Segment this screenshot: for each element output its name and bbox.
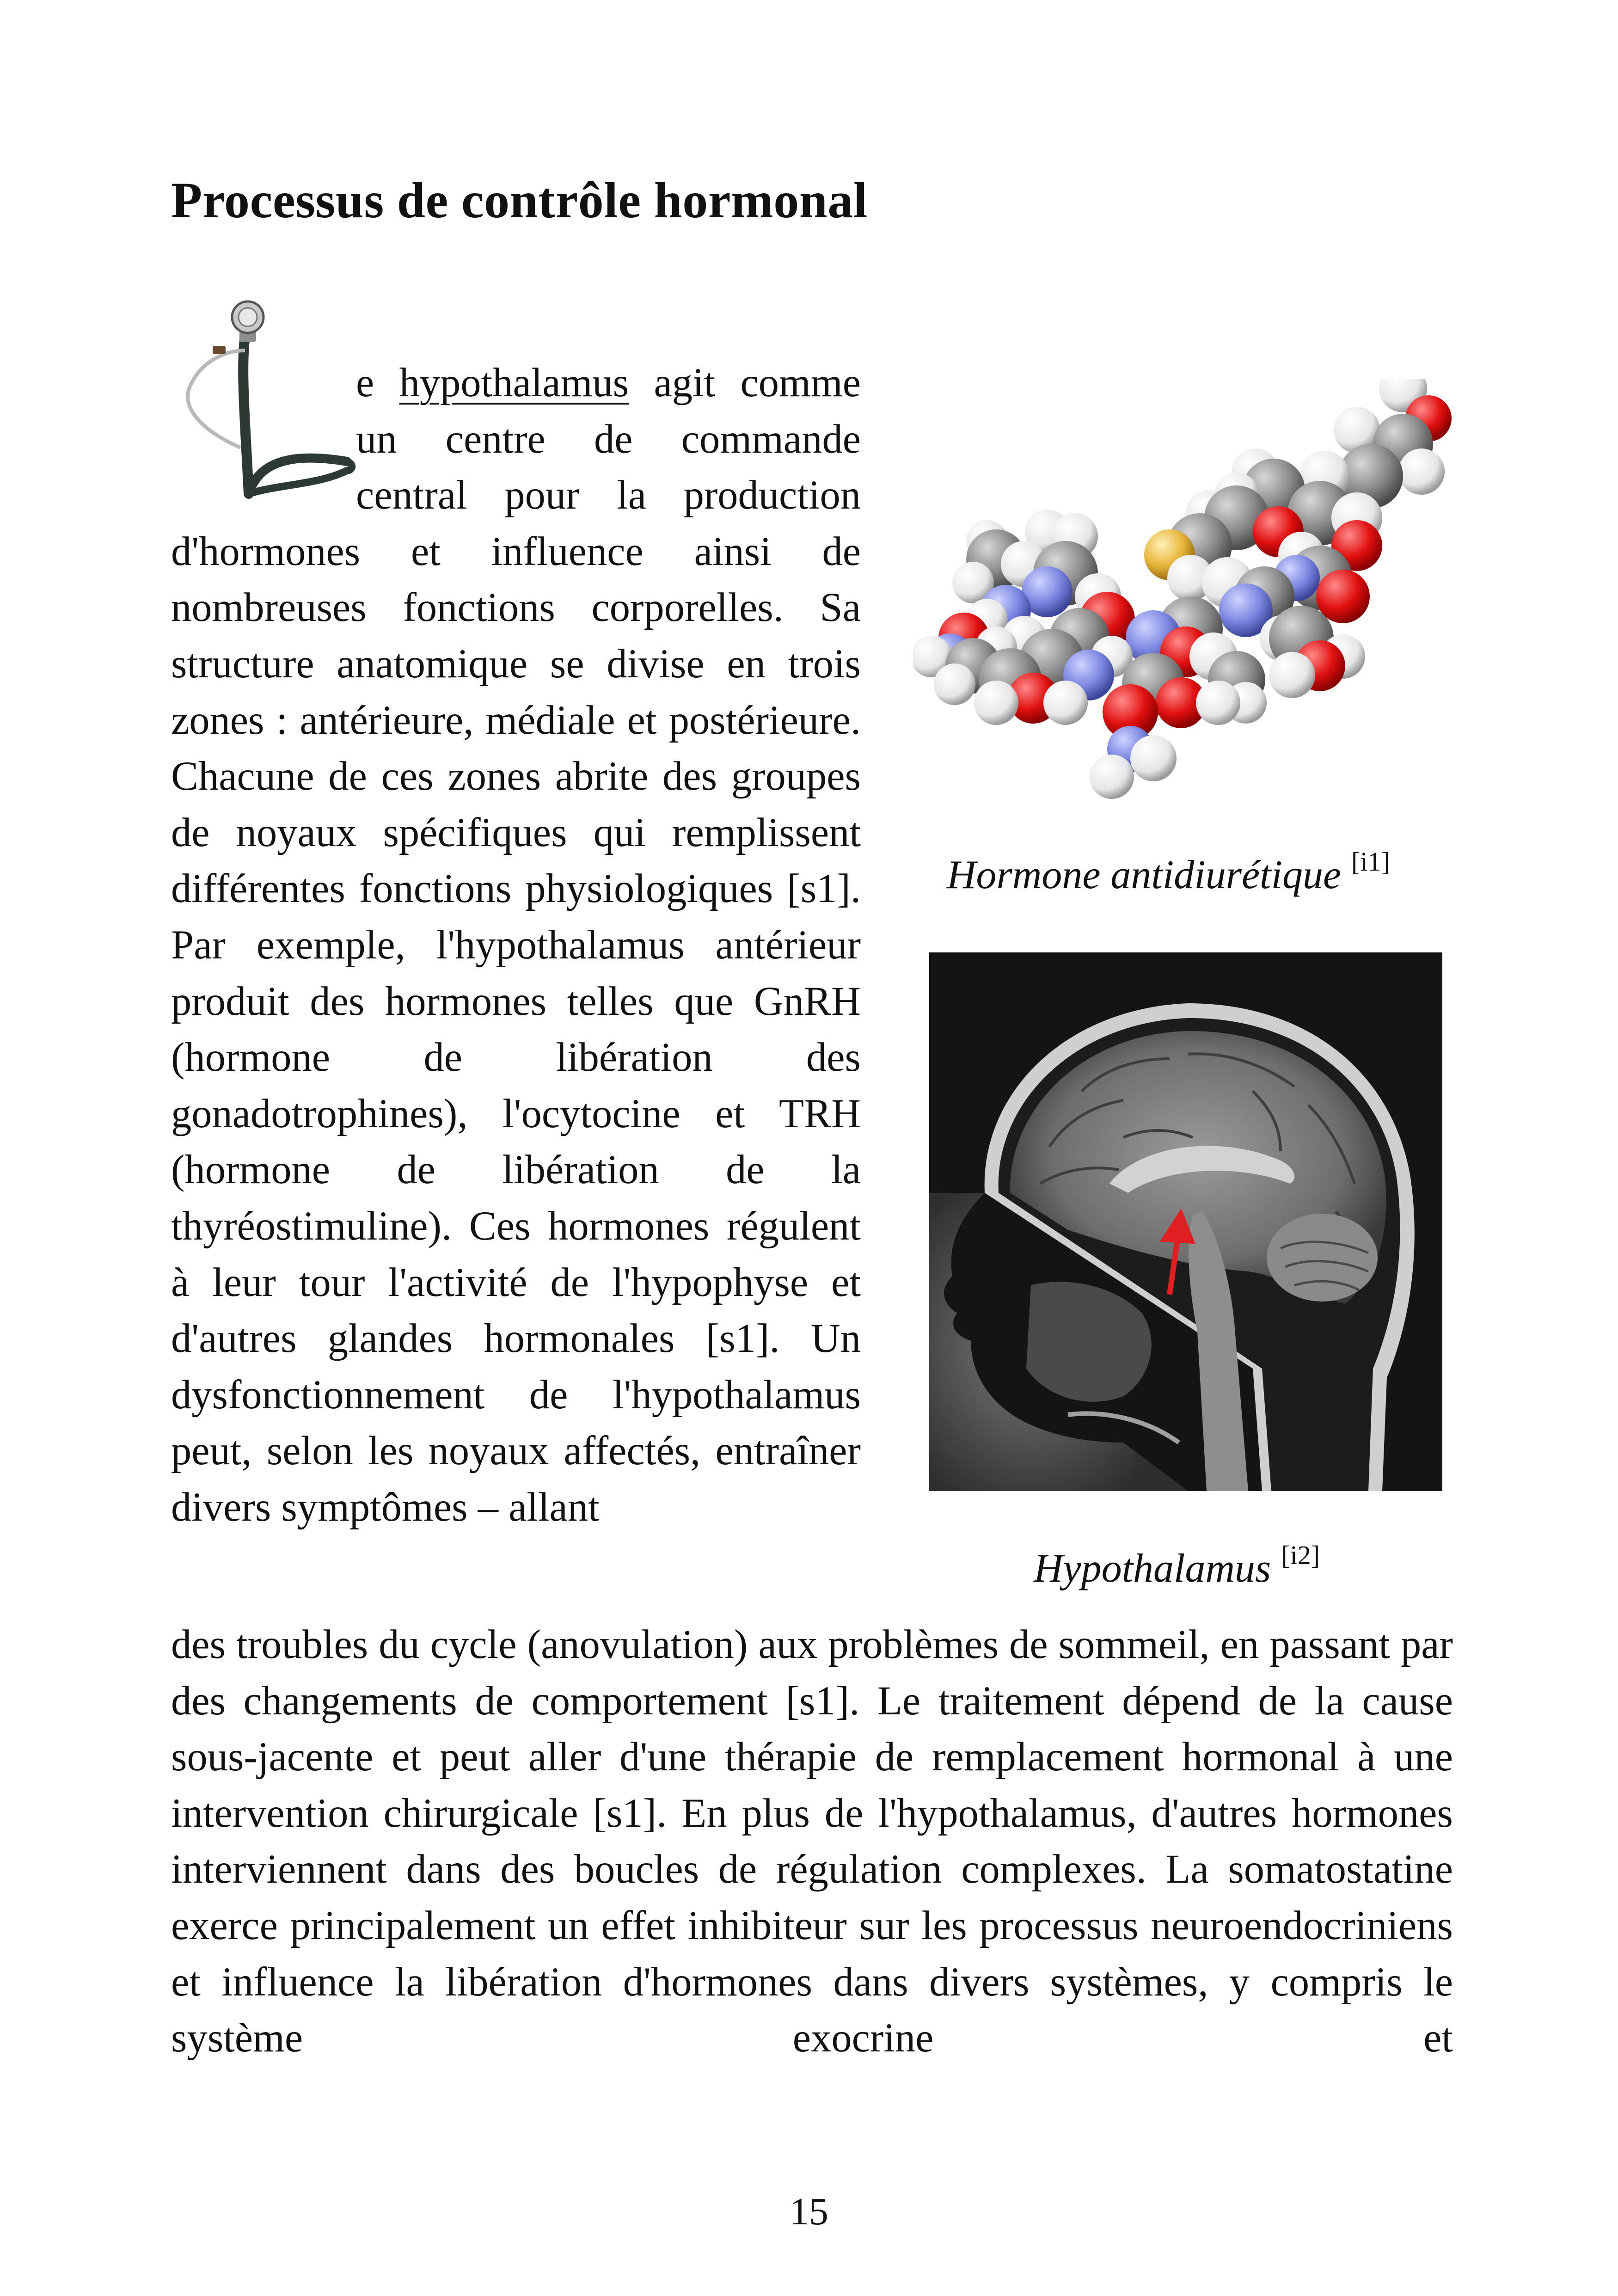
hypothalamus-link[interactable]: hypothalamus [399,360,629,405]
atom-h [1130,735,1177,781]
atom-h [1090,755,1134,799]
molecule-caption [947,846,1390,898]
atom-h [1196,681,1240,725]
mri-caption [1034,1540,1320,1592]
atom-h [1269,652,1315,698]
dropcap-lead-text: e [356,360,399,405]
atom-h [1043,681,1088,725]
mri-image [929,952,1442,1491]
atom-h [974,681,1018,725]
page-number: 15 [790,2190,828,2233]
mri-ref[interactable]: [i2] [1281,1540,1320,1570]
molecule-ref[interactable]: [i1] [1351,847,1390,877]
continuation-paragraph: des troubles du cycle (anovulation) aux problèmes de sommeil, en passant par des changements de comportement [s1]. Le traitement dépend de la cause sous-jacente et peut aller d'une thérapie de remplacement hormonal à une intervention chirurgicale [s1]. En plus de l'hypothalamus, d'autres hormones interviennent dans des boucles de régulation complexes. La somatostatine exerce principalement un effet inhibiteur sur les processus neuroendocriniens et influence la libération d'hormones dans divers systèmes, y compris le système exocrine et [171,1622,1453,2061]
body-text-column [171,355,861,1535]
intro-paragraph-text: agit comme un centre de commande central pour la production d'hormones et influence ainsi de nombreuses fonctions corporelles. Sa structure anatomique se divise en trois zones : antérieure, médiale et postérieure. Chacune de ces zones abrite des groupes de noyaux spécifiques qui remplissent différentes fonctions physiologiques [s1]. Par exemple, l'hypothalamus antérieur produit des hormones telles que GnRH (hormone de libération des gonadotrophines), l'ocytocine et TRH (hormone de libération de la thyréostimuline). Ces hormones régulent à leur tour l'activité de l'hypophyse et d'autres glandes hormonales [s1]. Un dysfonctionnement de l'hypothalamus peut, selon les noyaux affectés, entraîner divers symptômes – allant [171,360,861,1530]
page-title: Processus de contrôle hormonal [171,172,868,228]
dropcap-stethoscope-icon [171,295,356,503]
atom-h [934,663,975,705]
atom-h [1398,448,1445,495]
molecule-image [913,379,1459,809]
molecule-caption-text: Hormone antidiurétique [947,853,1342,897]
mri-caption-text: Hypothalamus [1034,1546,1271,1591]
